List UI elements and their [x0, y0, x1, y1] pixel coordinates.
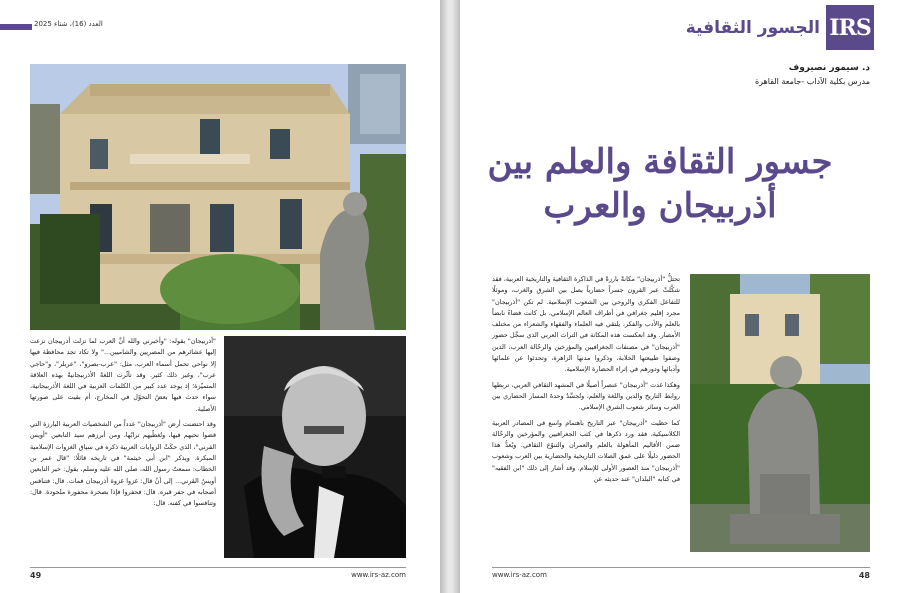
page-number: 48: [858, 571, 870, 580]
headline-line: أذربيجان والعرب: [543, 186, 777, 226]
author-name: د. سيمور نصيروف: [788, 63, 870, 73]
paragraph: وقد احتضنت أرض "أذربيجان" عدداً من الشخصيات العربية البارزة التي قضوا نحبهم فيها، وتُغطّيهم ترابُها، ومن أبرزهم سيد التابعين "أويس القرني"، الذي حكَتْ الروايات العربية ذكره في سياق الغزوات الإسلامية المبكرة. ويذكر "ابن أبي خيثمة" في تاريخه قائلًا: "قال عمر بن الخطاب: سمعتُ رسول الله، صلى الله عليه وسلم، يقول: خير التابعين أويسُ القرني... إلى أنْ قال: غزوا غزوة أذربيجان فمات. قال: فتنافس أصحابه في حفر قبره. قال: فحفروا فإذا بصخرة محفورة ملحودة. قال: وتنافسوا في كفنه. قال:: [30, 420, 216, 508]
header-accent-bar: [0, 24, 32, 30]
spine-gutter: [440, 0, 460, 593]
footer-url: www.irs-az.com: [492, 571, 547, 579]
paragraph: وهكذا غدت "أذربيجان" عنصراً أصيلًا في المشهد الثقافي العربي، تربطها روابط التاريخ والدين واللغة والعلم، وتُجسِّدُ وحدةَ المسار الحضاري بين العرب وسائر شعوب الشرق الإسلامي.: [492, 380, 680, 412]
statue-photo: [690, 274, 870, 552]
portrait-photo: [224, 336, 406, 558]
left-page: [0, 0, 440, 593]
right-body-column: [492, 274, 680, 489]
footer-url: www.irs-az.com: [351, 571, 406, 579]
irs-logo: [826, 5, 874, 50]
brand-text: IRS: [829, 14, 871, 41]
footer-rule: [30, 567, 406, 568]
article-headline: [450, 140, 870, 228]
headline-line: جسور الثقافة والعلم بين: [487, 142, 833, 182]
left-body-column: [30, 336, 216, 513]
issue-label: العدد (16)، شتاء 2025: [34, 20, 103, 28]
author-affiliation: مدرس بكلية الآداب -جامعة القاهرة: [754, 77, 870, 86]
section-title: الجسور الثقافية: [685, 18, 820, 38]
paragraph: كما حظيت "أذربيجان" عبر التاريخ باهتمام واسع في المصادر العربية الكلاسيكية، فقد ورد ذكرها في كتب الجغرافيين والمؤرخين والرحّالة ضمن الأقاليم المأهولة بالعلم والعمران والتنوّع الثقافي. ويُعدُّ هذا الحضور دليلًا على عمق الصلات التاريخية والحضارية بين العرب وشعوب "أذربيجان" منذ العصور الأولى للإسلام. وقد أشار إلى ذلك "ابن الفقيه" في كتابه "البلدان" عند حديثه عن: [492, 418, 680, 484]
paragraph: "أذربيجان" بقوله: "وأخبرني والله أنَّ العرب لما نزلت أذربيجان نزعت إليها عشائرهم من المصريين والشاميين..." ولا تكاد تجد محافظة فيها إلا نواحي تحمل أسماء العرب، مثل: "عرب-بصرو"، "عربلر"، و"حاجي عرب"، وغير ذلك كثير. وقد تأثّرت اللغةُ الأذربيجانيةُ بهذه العلاقة المتميّزة؛ إذ يوجد عدد كبير من الكلمات العربية في اللغة الأذربيجانية، سواء حدث فيها بعضُ التحوّل في المخارج، أم بقيت على صورتها الأصلية.: [30, 337, 216, 413]
page-number: 49: [30, 571, 42, 580]
villa-photo: [30, 64, 406, 330]
footer-rule: [492, 567, 870, 568]
paragraph: تحتلُّ "أذربيجان" مكانةً بارزةً في الذاكرة الثقافية والتاريخية العربية، فقد شكَّلتْ عبر القرون جسراً حضارياً يصل بين الشرق والغرب، وموئلًا للتفاعل الفكري والروحي بين الشعوب الإسلامية. لم تكن "أذربيجان" مجرد إقليم جغرافي في أطراف العالم الإسلامي، بل كانت فضاءً نابضاً بالعلم والأدب والفكر، يلتقي فيه العلماء والفقهاء والشعراء من مختلف الأمصار. وقد انعكست هذه المكانة في التراث العربي الذي سجَّل حضور "أذربيجان" في مصنفات الجغرافيين والمؤرخين والرحّالة العرب، الذين وصفوا طبيعتها الخلابة، وذكروا مدنها الزاهرة، وتحدثوا عن علمائها وأدبائها ودورهم في إثراء الحضارة الإسلامية.: [492, 275, 680, 374]
